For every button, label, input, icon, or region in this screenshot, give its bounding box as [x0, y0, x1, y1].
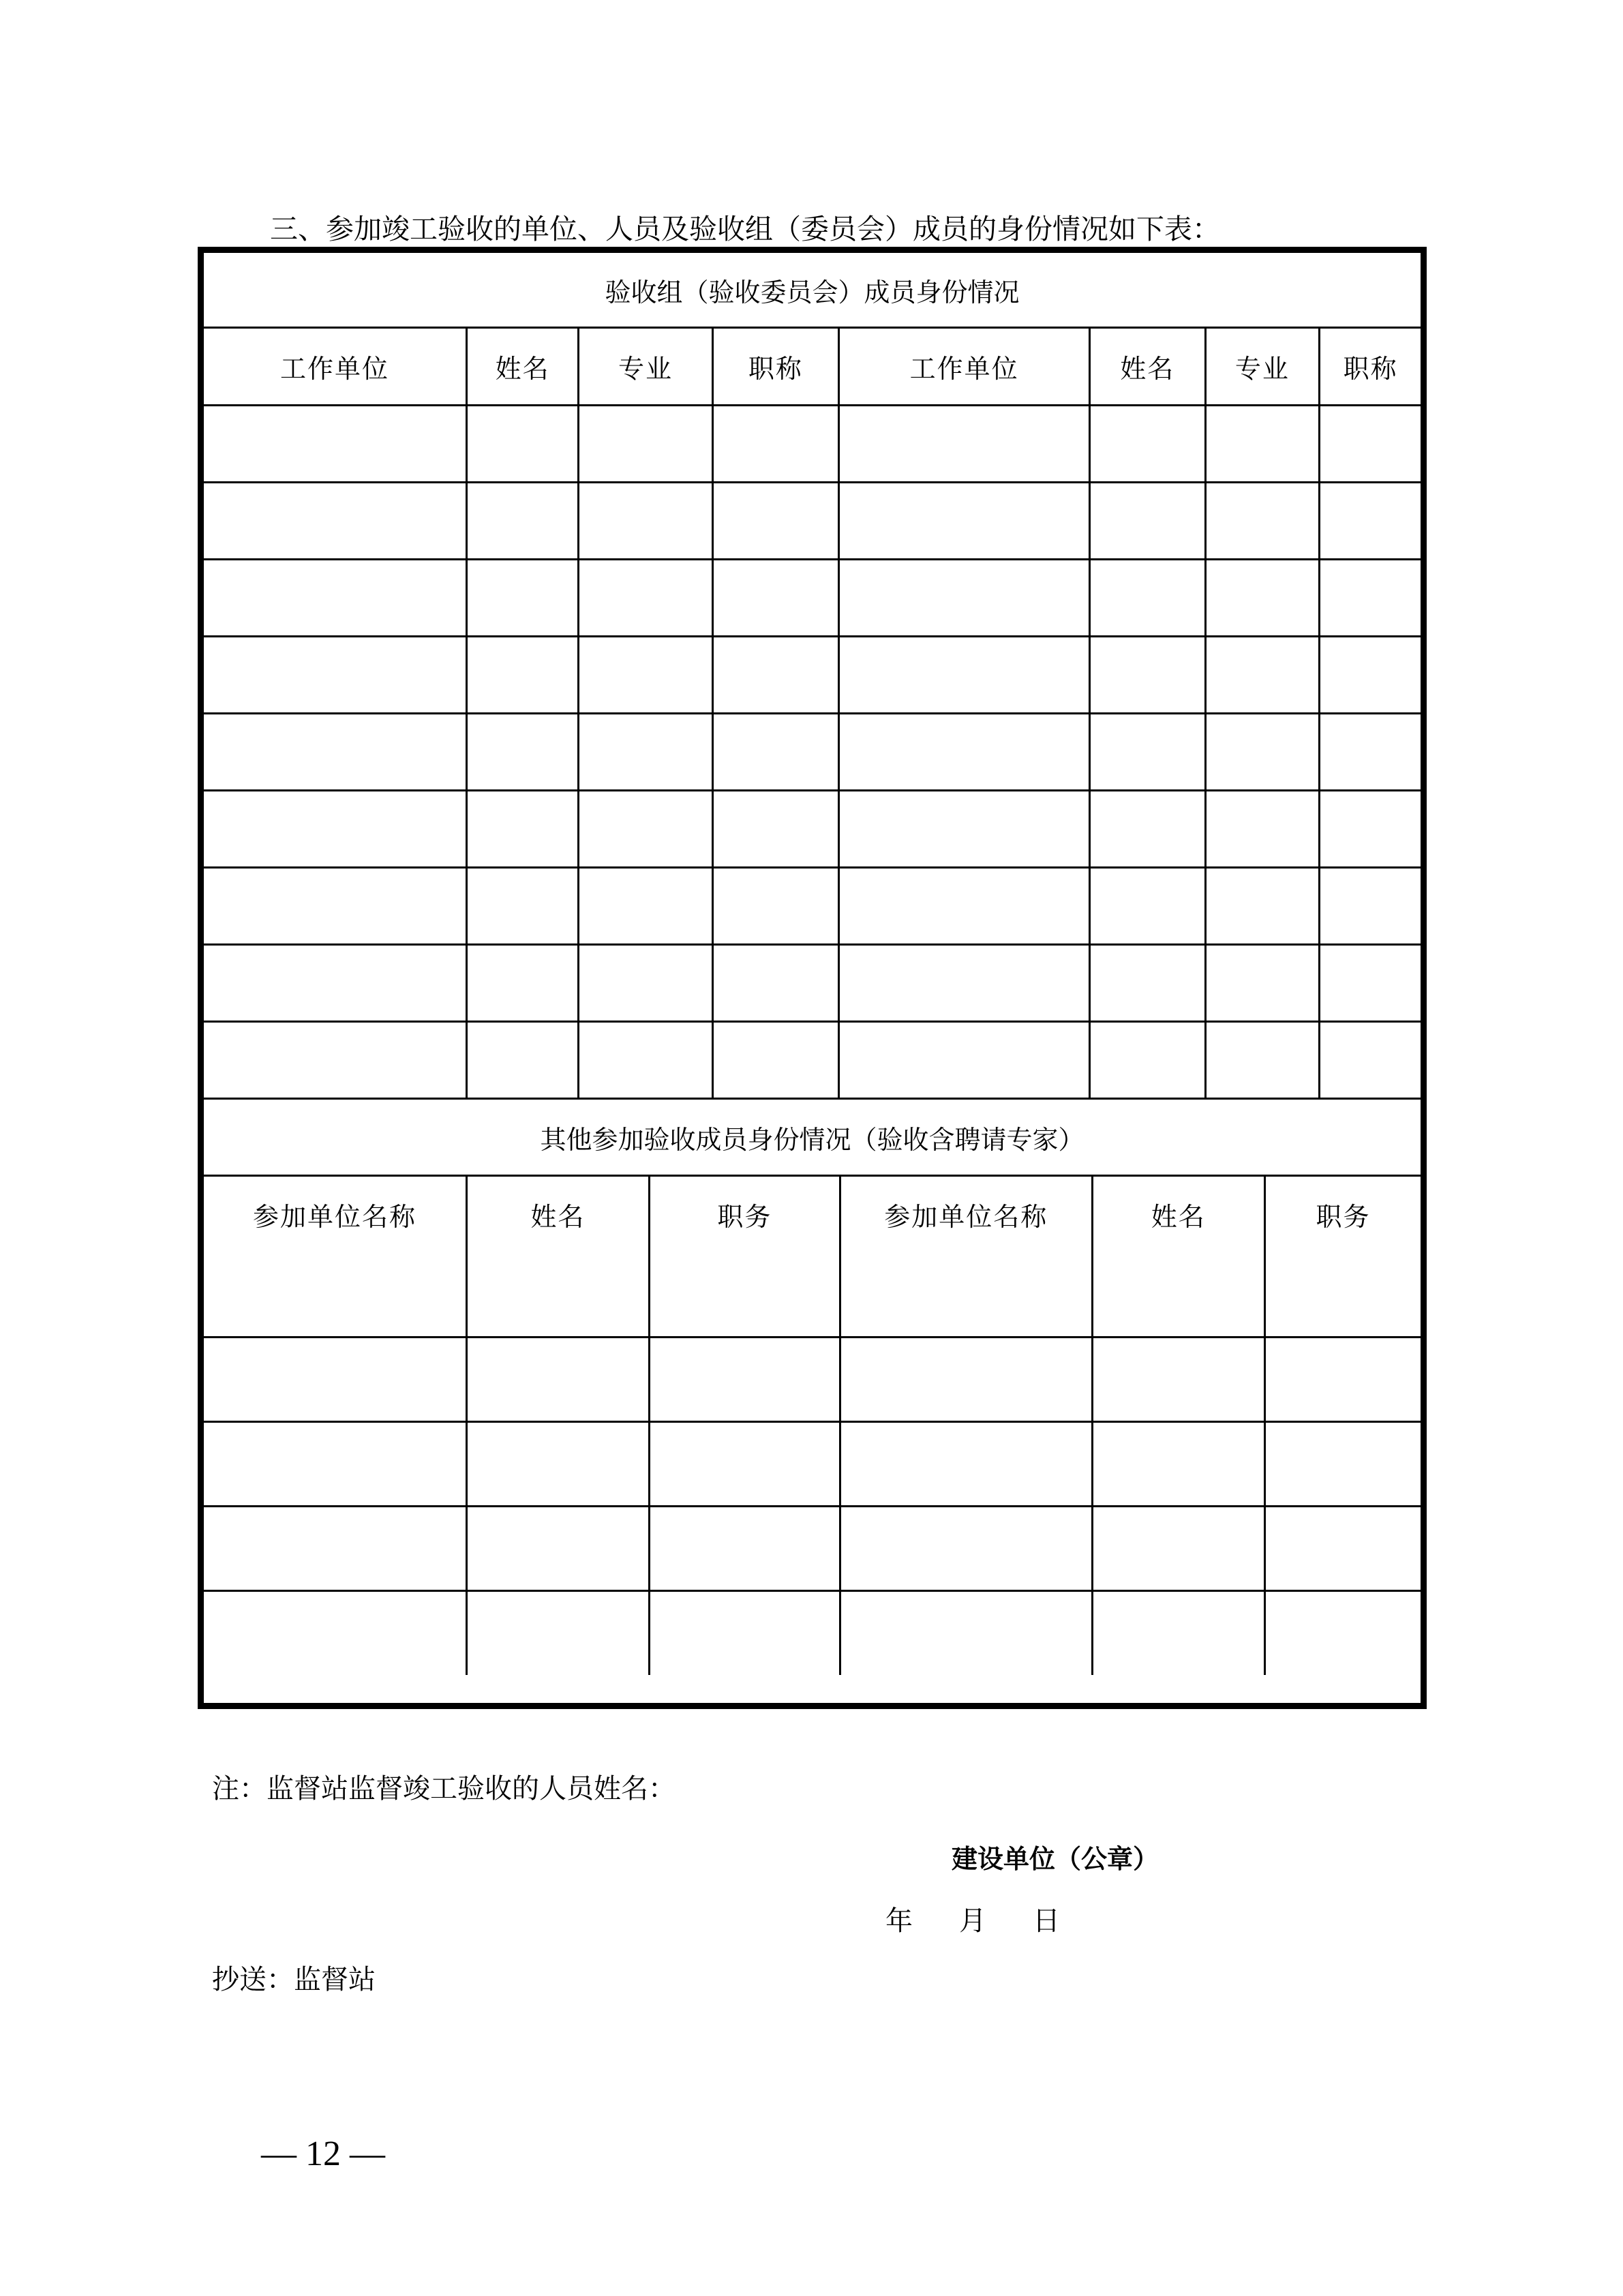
empty-cell — [204, 791, 467, 868]
column-header-participating-unit: 参加单位名称 — [840, 1176, 1092, 1253]
empty-cell — [204, 714, 467, 791]
empty-cell — [1320, 560, 1421, 637]
empty-cell — [839, 560, 1090, 637]
empty-cell — [1264, 1421, 1421, 1506]
empty-cell — [467, 1022, 579, 1099]
empty-cell — [712, 637, 839, 714]
year-label: 年 — [885, 1905, 913, 1936]
empty-cell — [839, 791, 1090, 868]
empty-cell — [839, 945, 1090, 1022]
empty-cell — [467, 1337, 650, 1421]
table-row — [204, 1337, 1421, 1421]
empty-cell — [1205, 406, 1320, 483]
section1-empty-rows — [204, 406, 1421, 1099]
empty-cell — [839, 714, 1090, 791]
section2-title: 其他参加验收成员身份情况（验收含聘请专家） — [204, 1100, 1421, 1176]
empty-cell — [1092, 1590, 1264, 1675]
empty-cell — [1089, 406, 1205, 483]
empty-cell — [1320, 637, 1421, 714]
empty-cell — [1205, 714, 1320, 791]
empty-cell — [1320, 791, 1421, 868]
empty-cell — [712, 868, 839, 945]
empty-cell — [840, 1506, 1092, 1590]
table-row — [204, 791, 1421, 868]
empty-cell — [712, 560, 839, 637]
empty-cell — [467, 1590, 650, 1675]
empty-cell — [712, 945, 839, 1022]
empty-cell — [1320, 1022, 1421, 1099]
table-row — [204, 714, 1421, 791]
empty-cell — [467, 1421, 650, 1506]
empty-cell — [840, 1590, 1092, 1675]
empty-cell — [204, 406, 467, 483]
empty-cell — [1264, 1337, 1421, 1421]
empty-cell — [467, 945, 579, 1022]
empty-cell — [467, 560, 579, 637]
table-row — [204, 1022, 1421, 1099]
day-label: 日 — [1033, 1905, 1060, 1936]
empty-cell — [579, 945, 712, 1022]
empty-cell — [1089, 637, 1205, 714]
table-row — [204, 868, 1421, 945]
empty-cell — [1089, 714, 1205, 791]
column-header-name: 姓名 — [467, 328, 579, 406]
empty-cell — [1205, 945, 1320, 1022]
empty-cell — [649, 1590, 840, 1675]
empty-cell — [1089, 560, 1205, 637]
empty-cell — [204, 1252, 467, 1337]
table-row — [204, 560, 1421, 637]
section1-title-row — [204, 253, 1421, 328]
section1-title: 验收组（验收委员会）成员身份情况 — [204, 253, 1421, 328]
empty-cell — [1205, 868, 1320, 945]
empty-cell — [1320, 945, 1421, 1022]
column-header-participating-unit: 参加单位名称 — [204, 1176, 467, 1253]
empty-cell — [1089, 868, 1205, 945]
table-row — [204, 1252, 1421, 1337]
other-participants-table — [204, 1100, 1421, 1675]
empty-cell — [1089, 791, 1205, 868]
column-header-name: 姓名 — [1092, 1176, 1264, 1253]
empty-cell — [1205, 483, 1320, 560]
column-header-position: 职务 — [649, 1176, 840, 1253]
column-header-position: 职务 — [1264, 1176, 1421, 1253]
empty-cell — [1089, 483, 1205, 560]
empty-cell — [579, 791, 712, 868]
table-row — [204, 637, 1421, 714]
empty-cell — [204, 637, 467, 714]
cc-line: 抄送：监督站 — [212, 1964, 376, 1995]
empty-cell — [1205, 791, 1320, 868]
empty-cell — [204, 1506, 467, 1590]
empty-cell — [649, 1252, 840, 1337]
empty-cell — [1264, 1506, 1421, 1590]
empty-cell — [1092, 1421, 1264, 1506]
empty-cell — [1320, 868, 1421, 945]
column-header-title: 职称 — [712, 328, 839, 406]
empty-cell — [840, 1337, 1092, 1421]
table-row — [204, 406, 1421, 483]
empty-cell — [840, 1421, 1092, 1506]
empty-cell — [204, 945, 467, 1022]
empty-cell — [1205, 1022, 1320, 1099]
empty-cell — [1092, 1252, 1264, 1337]
empty-cell — [204, 483, 467, 560]
empty-cell — [579, 714, 712, 791]
empty-cell — [204, 1337, 467, 1421]
empty-cell — [1320, 714, 1421, 791]
date-line — [885, 1899, 1060, 1938]
section2-title-row — [204, 1100, 1421, 1176]
empty-cell — [839, 483, 1090, 560]
empty-cell — [1092, 1337, 1264, 1421]
empty-cell — [467, 714, 579, 791]
construction-unit-seal-label: 建设单位（公章） — [952, 1845, 1159, 1874]
empty-cell — [839, 868, 1090, 945]
column-header-specialty: 专业 — [1205, 328, 1320, 406]
empty-cell — [579, 868, 712, 945]
table-row — [204, 1506, 1421, 1590]
column-header-name: 姓名 — [1089, 328, 1205, 406]
empty-cell — [1264, 1252, 1421, 1337]
table-row — [204, 1590, 1421, 1675]
empty-cell — [839, 406, 1090, 483]
column-header-work-unit: 工作单位 — [839, 328, 1090, 406]
empty-cell — [467, 637, 579, 714]
empty-cell — [1205, 560, 1320, 637]
empty-cell — [1320, 483, 1421, 560]
empty-cell — [579, 560, 712, 637]
empty-cell — [204, 868, 467, 945]
empty-cell — [1089, 1022, 1205, 1099]
empty-cell — [579, 483, 712, 560]
supervision-note: 注：监督站监督竣工验收的人员姓名： — [212, 1773, 676, 1804]
empty-cell — [712, 406, 839, 483]
empty-cell — [467, 483, 579, 560]
table-row — [204, 483, 1421, 560]
page-number: — 12 — — [261, 2134, 385, 2173]
empty-cell — [579, 637, 712, 714]
empty-cell — [712, 1022, 839, 1099]
empty-cell — [649, 1506, 840, 1590]
empty-cell — [467, 1252, 650, 1337]
section2-empty-rows — [204, 1252, 1421, 1675]
table-row — [204, 1421, 1421, 1506]
empty-cell — [467, 791, 579, 868]
empty-cell — [204, 1022, 467, 1099]
empty-cell — [204, 560, 467, 637]
empty-cell — [579, 1022, 712, 1099]
empty-cell — [712, 714, 839, 791]
empty-cell — [1089, 945, 1205, 1022]
column-header-title: 职称 — [1320, 328, 1421, 406]
column-header-name: 姓名 — [467, 1176, 650, 1253]
empty-cell — [840, 1252, 1092, 1337]
empty-cell — [467, 868, 579, 945]
empty-cell — [712, 483, 839, 560]
empty-cell — [579, 406, 712, 483]
empty-cell — [712, 791, 839, 868]
table-row — [204, 945, 1421, 1022]
empty-cell — [649, 1421, 840, 1506]
empty-cell — [467, 406, 579, 483]
section1-header-row — [204, 328, 1421, 406]
empty-cell — [839, 1022, 1090, 1099]
empty-cell — [204, 1421, 467, 1506]
empty-cell — [204, 1590, 467, 1675]
empty-cell — [467, 1506, 650, 1590]
empty-cell — [1320, 406, 1421, 483]
acceptance-group-table — [204, 253, 1421, 1100]
acceptance-members-table — [198, 247, 1427, 1709]
empty-cell — [1092, 1506, 1264, 1590]
section2-header-row — [204, 1176, 1421, 1253]
empty-cell — [649, 1337, 840, 1421]
column-header-work-unit: 工作单位 — [204, 328, 467, 406]
column-header-specialty: 专业 — [579, 328, 712, 406]
empty-cell — [839, 637, 1090, 714]
empty-cell — [1205, 637, 1320, 714]
month-label: 月 — [959, 1905, 986, 1936]
empty-cell — [1264, 1590, 1421, 1675]
section-heading: 三、参加竣工验收的单位、人员及验收组（委员会）成员的身份情况如下表： — [270, 213, 1220, 245]
